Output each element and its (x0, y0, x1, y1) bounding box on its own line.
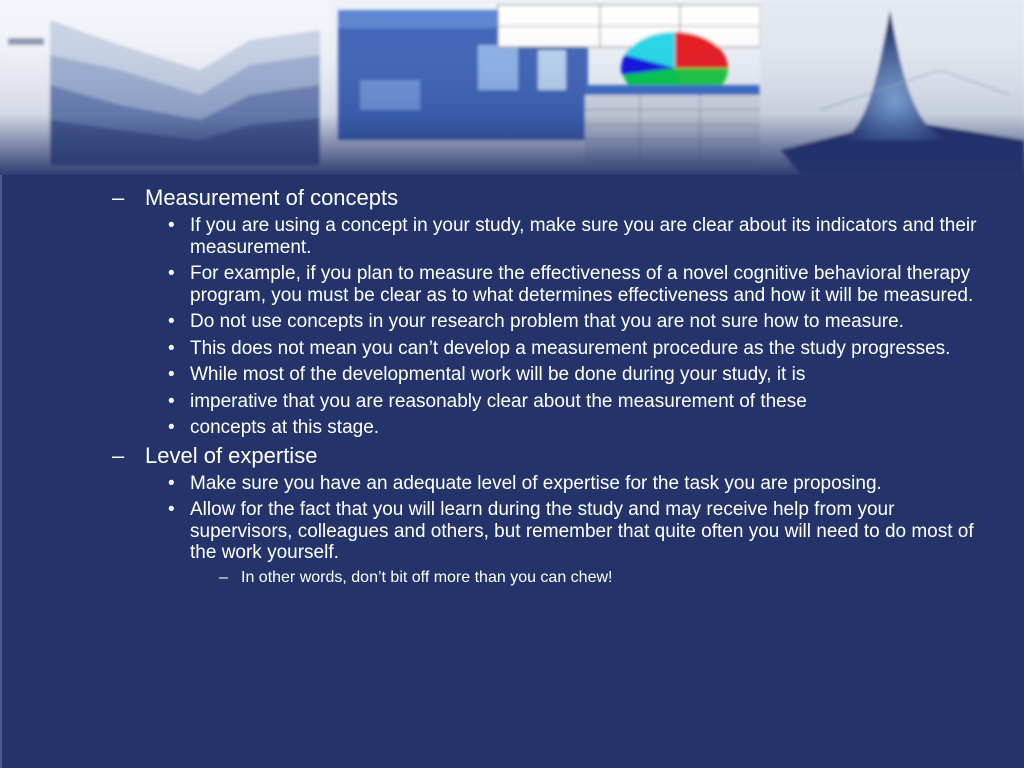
bullet-item (168, 472, 1002, 495)
bullet-marker: • (168, 337, 175, 359)
bullet-marker: • (168, 417, 175, 438)
bullet-marker: • (168, 499, 175, 520)
bullet-marker: • (168, 390, 175, 412)
bullet-text: imperative that you are reasonably clear about the measurement of these (190, 390, 807, 412)
section-heading (112, 443, 1002, 468)
slide-content (112, 181, 1002, 588)
decorative-chart-banner (0, 0, 1024, 175)
bullet-text: Level of expertise (145, 442, 318, 468)
bullet-marker: • (168, 472, 175, 494)
bullet-item (168, 364, 1002, 386)
bullet-marker: • (168, 311, 175, 332)
bullet-text: Make sure you have an adequate level of expertise for the task you are proposing. (190, 472, 882, 494)
bullet-item (168, 263, 1002, 306)
section-heading (112, 185, 1002, 210)
bullet-text: For example, if you plan to measure the effectiveness of a novel cognitive behavioral therapy program, you must be clear as to what determines effectiveness and how it will be measured. (190, 263, 974, 306)
sub-bullet-item (219, 568, 1002, 588)
dash-marker: – (219, 568, 228, 586)
bullet-text: Measurement of concepts (145, 185, 399, 210)
bullet-text: Do not use concepts in your research problem that you are not sure how to measure. (190, 311, 904, 332)
bullet-item (168, 499, 1002, 564)
bullet-marker: • (168, 215, 175, 236)
bullet-text: If you are using a concept in your study, make sure you are clear about its indicators and their measurement. (190, 215, 977, 258)
bullet-item (168, 215, 1002, 258)
bullet-text: In other words, don’t bit off more than you can chew! (241, 568, 613, 586)
bullet-item (168, 390, 1002, 413)
bullet-text: While most of the developmental work will be done during your study, it is (190, 364, 806, 385)
bullet-item (168, 311, 1002, 333)
bullet-text: concepts at this stage. (190, 417, 380, 438)
bullet-text: This does not mean you can’t develop a measurement procedure as the study progresses. (190, 337, 951, 359)
dash-marker: – (112, 185, 125, 210)
bullet-item (168, 417, 1002, 439)
bullet-item (168, 337, 1002, 360)
bullet-text: Allow for the fact that you will learn during the study and may receive help from your supervisors, colleagues and others, but remember that quite often you will need to do most of the work yourself. (190, 499, 974, 563)
dash-marker: – (112, 442, 125, 468)
bullet-marker: • (168, 263, 175, 284)
bullet-marker: • (168, 364, 175, 385)
